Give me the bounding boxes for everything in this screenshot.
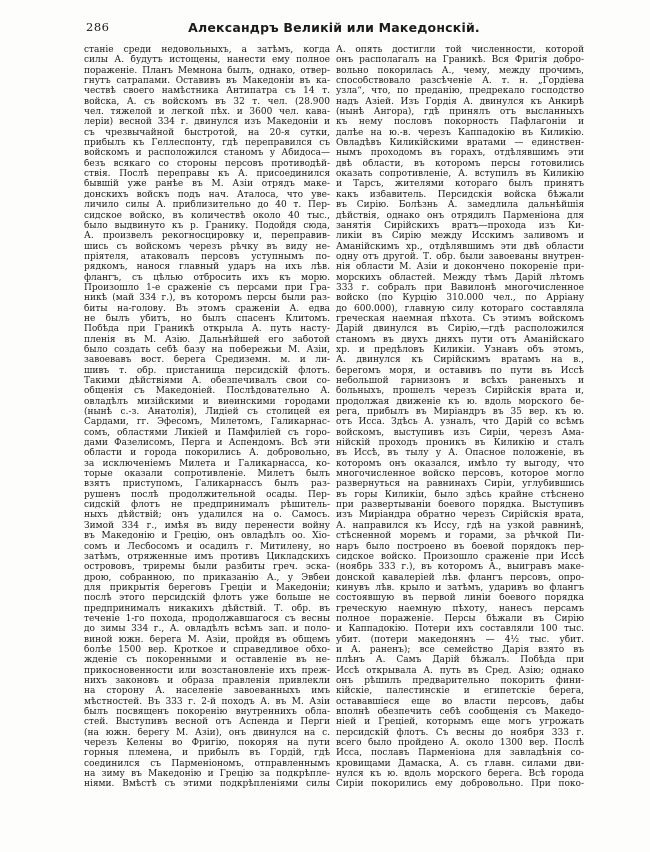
- text-line: пораженіе. Планъ Мемнона былъ, однако, отвер-: [84, 65, 330, 76]
- text-line: Сиріи покорились ему добровольно. При поко-: [336, 779, 584, 790]
- text-line: и А. раненъ); все семейство Дарія взято въ: [336, 644, 584, 655]
- text-line: способствовало разсѣченіе А. т. н. „Гордіева: [336, 76, 584, 87]
- text-line: двѣ области, въ которомъ персы готовились: [336, 158, 584, 169]
- text-line: горныя племена, и прибылъ въ Гордій, гдѣ: [84, 748, 330, 759]
- text-line: полное пораженіе. Персы бѣжали въ Сирію: [336, 613, 584, 624]
- text-line: убит. (потери македонянъ — 4½ тыс. убит.: [336, 634, 584, 645]
- text-line: соединился съ Парменіономъ, отправленнымъ: [84, 758, 330, 769]
- text-line: морскихъ областей. Между тѣмъ Дарій лѣтомъ: [336, 272, 584, 283]
- text-line: оказать сопротивленіе, А. вступилъ въ Киликію: [336, 169, 584, 180]
- text-line: одну отъ другой. Т. обр. были завоеваны внутрен-: [336, 251, 584, 262]
- text-line: Побѣда при Граникѣ открыла А. путь насту-: [84, 324, 330, 335]
- text-line: небольшой гарнизонъ и всѣхъ раненыхъ и: [336, 376, 584, 386]
- text-line: въ Иссѣ, въ тылу у А. Опасное положеніе, въ: [336, 448, 584, 459]
- text-line: никѣ (май 334 г.), въ которомъ персы были раз-: [84, 293, 330, 304]
- text-line: кійскіе, палестинскіе и египетскіе берега,: [336, 686, 584, 697]
- text-line: станомъ въ двухъ дняхъ пути отъ Аманійскаго: [336, 334, 584, 345]
- text-line: личило силы А. приблизительно до 40 т. Пер-: [84, 200, 330, 211]
- text-line: шивъ т. обр. пристанища персидскій флотъ.: [84, 365, 330, 376]
- text-line: Исса, пославъ Парменіона для завладѣнія со-: [336, 748, 584, 759]
- text-line: было выдвинуто къ р. Гранику. Подойдя сюда,: [84, 220, 330, 231]
- text-line: съ чрезвычайной быстротой, на 20-я сутки,: [84, 127, 330, 138]
- text-line: онъ располагалъ на Граникѣ. Вся Фригія добро-: [336, 55, 584, 66]
- text-line: ныхъ дѣйствій; онъ удалился на о. Самосъ.: [84, 510, 330, 521]
- text-line: Аманійскимъ хр., отдѣлявшимъ эти двѣ области: [336, 241, 584, 252]
- text-line: было создать себѣ базу на побережьи М. Азіи,: [84, 344, 330, 355]
- text-line: не былъ убитъ, но былъ спасенъ Клитомъ.: [84, 313, 330, 324]
- text-line: овладѣлъ мизійскими и виѳинскими городами: [84, 396, 330, 407]
- text-line: войско (по Курцію 310.000 чел., по Арріану: [336, 293, 584, 304]
- text-line: былъ посвященъ покоренію внутреннихъ обла-: [84, 707, 330, 717]
- text-line: многочисленное войско персовъ, которое могло: [336, 469, 584, 480]
- text-line: кровищами Дамаска, А. съ главн. силами дви-: [336, 758, 584, 769]
- text-line: биты на-голову. Въ этомъ сраженіи А. едва: [84, 303, 330, 314]
- text-line: А. опять достигли той численности, которой: [336, 45, 584, 55]
- text-line: области и города покорились А. добровольно,: [84, 448, 330, 459]
- text-line: шись съ войскомъ черезъ рѣчку въ виду не-: [84, 241, 330, 252]
- text-line: болѣе 1500 вер. Кроткое и справедливое обхо-: [84, 644, 330, 655]
- text-line: дами Фазелисомъ, Перга и Аспендомъ. Всѣ эти: [84, 438, 330, 449]
- text-line: (нынѣ Ангора), гдѣ принялъ отъ высланныхъ: [336, 107, 584, 118]
- text-line: плѣнъ А. Самъ Дарій бѣжалъ. Побѣда при: [336, 655, 584, 666]
- text-line: вполнѣ обезпечить себѣ сообщенія съ Македо-: [336, 707, 584, 717]
- page-title: Александръ Великій или Македонскій.: [188, 20, 480, 35]
- text-line: войскомъ и расположился станомъ у Абидоса—: [84, 148, 330, 159]
- text-line: Такими дѣйствіями А. обезпечивалъ свои со-: [84, 376, 330, 386]
- text-line: прикосновенности или возстановленіе ихъ преж-: [84, 665, 330, 676]
- text-line: сидское войско, въ количествѣ около 40 тыс.,: [84, 210, 330, 221]
- text-line: ликіи въ Сирію между Исскимъ заливомъ и: [336, 231, 584, 242]
- text-line: завоевавъ вост. берега Средиземн. м. и ли-: [84, 355, 330, 366]
- text-line: ніей и Греціей, которымъ еще могъ угрожать: [336, 717, 584, 728]
- text-line: торые оказали сопротивленіе. Милетъ былъ: [84, 469, 330, 480]
- text-line: прибылъ къ Геллеспонту, гдѣ переправился съ: [84, 138, 330, 149]
- text-line: хр. и предѣловъ Киликіи. Узнавъ объ этомъ,: [336, 344, 584, 355]
- text-line: теченіе 1-го похода, продолжавшагося съ весны: [84, 613, 330, 624]
- text-line: войска, А. съ войскомъ въ 32 т. чел. (28.900: [84, 96, 330, 107]
- text-line: ніями. Вмѣстѣ съ этими подкрѣпленіями силы: [84, 779, 330, 790]
- text-line: (на южн. берегу М. Азіи), онъ двинулся на с.: [84, 727, 330, 738]
- text-line: чел. тяжелой и легкой пѣх. и 3600 чел. кава-: [84, 107, 330, 118]
- text-line: сомъ и Лесбосомъ и осадилъ г. Митилену, но: [84, 541, 330, 552]
- text-line: нійскій проходъ проникъ въ Киликію и сталъ: [336, 438, 584, 449]
- text-line: развернуться на равнинахъ Сиріи, углубившись: [336, 479, 584, 490]
- text-line: рядкомъ, нанося главный ударъ на ихъ лѣв.: [84, 262, 330, 273]
- text-line: сидское войско. Произошло сраженіе при Иссѣ: [336, 551, 584, 562]
- text-line: состоявшую въ первой линіи боевого порядка: [336, 593, 584, 604]
- text-line: которомъ онъ оказался, имѣло ту выгоду, что: [336, 458, 584, 469]
- text-line: въ Македонію и Грецію, онъ овладѣлъ оо. Хіо-: [84, 531, 330, 542]
- text-line: рушенъ послѣ продолжительной осады. Пер-: [84, 489, 330, 500]
- text-line: сидскій флотъ не предпринималъ рѣшитель-: [84, 500, 330, 511]
- text-line: продолжая движеніе къ ю. вдоль морского бе-: [336, 396, 584, 407]
- text-line: кинувъ лѣв. крыло и затѣмъ, ударивъ во флангъ: [336, 582, 584, 593]
- text-line: виной южн. берега М. Азіи, пройдя въ общемъ: [84, 634, 330, 645]
- text-line: А. направился къ Иссу, гдѣ на узкой равнинѣ,: [336, 520, 584, 531]
- text-line: надъ Азіей. Изъ Гордія А. двинулся къ Анкирѣ: [336, 96, 584, 107]
- text-line: безъ всякаго со стороны персовъ противодѣй-: [84, 158, 330, 169]
- text-line: флангъ, съ цѣлью отбросить ихъ къ морю.: [84, 272, 330, 283]
- text-line: нихъ законовъ и образа правленія привлекли: [84, 675, 330, 686]
- text-line: пріятеля, атаковалъ персовъ уступнымъ по-: [84, 251, 330, 262]
- text-line: А. двинулся къ Сирійскимъ вратамъ на в.,: [336, 355, 584, 366]
- text-line: берегомъ моря, и оставивъ по пути въ Иссѣ: [336, 365, 584, 376]
- text-line: бывшій уже ранѣе въ М. Азіи отрядъ маке-: [84, 179, 330, 190]
- text-line: персидскій флотъ. Съ весны до ноября 333 г.: [336, 727, 584, 738]
- text-column-right: [336, 45, 584, 790]
- text-line: при развертываніи боевого порядка. Выступивъ: [336, 500, 584, 511]
- text-line: и Тарсъ, жителями котораго былъ принятъ: [336, 179, 584, 190]
- text-line: Дарій двинулся въ Сирію,—гдѣ расположился: [336, 324, 584, 335]
- text-line: въ Сирію. Болѣзнь А. замедлила дальнѣйшія: [336, 200, 584, 211]
- text-line: ствія. Послѣ переправы къ А. присоединился: [84, 169, 330, 180]
- text-line: Зимой 334 г., имѣя въ виду перенести войну: [84, 520, 330, 531]
- text-line: предпринималъ никакихъ дѣйствій. Т. обр. въ: [84, 603, 330, 614]
- text-line: станіе среди недовольныхъ, а затѣмъ, когда: [84, 45, 330, 55]
- text-body: [84, 45, 584, 790]
- text-line: А. произвелъ рекогносцировку и, переправив-: [84, 231, 330, 242]
- text-column-left: [84, 45, 330, 790]
- page-number: 286: [86, 20, 110, 34]
- text-line: далѣе на ю.-в. черезъ Каппадокію въ Киликію.: [336, 127, 584, 138]
- text-line: дрою, собранною, по приказанію А., у Эвбеи: [84, 572, 330, 583]
- text-line: мѣстностей. Въ 333 г. 2-й походъ А. въ М. Азіи: [84, 696, 330, 707]
- text-line: занятія Сирійскихъ вратъ—прохода изъ Ки-: [336, 220, 584, 231]
- text-line: донскихъ войскъ подъ нач. Аталоса, что уве-: [84, 189, 330, 200]
- text-line: какъ избавитель. Персидскія войска бѣжали: [336, 189, 584, 200]
- text-line: жденіе съ покоренными и оставленіе въ не-: [84, 655, 330, 666]
- text-line: всего было пройдено А. около 1300 вер. Послѣ: [336, 738, 584, 749]
- text-line: чествѣ своего намѣстника Антипатра съ 14 т.: [84, 86, 330, 97]
- text-line: взятъ приступомъ, Галикарнассъ былъ раз-: [84, 479, 330, 490]
- text-line: вольно покорилась А., чему, между прочимъ,: [336, 65, 584, 76]
- text-line: черезъ Келены во Фригію, покоряя на пути: [84, 738, 330, 749]
- text-line: остававшіеся еще во власти персовъ, дабы: [336, 696, 584, 707]
- text-line: острововъ, триремы были разбиты греч. эска-: [84, 562, 330, 573]
- text-line: на зиму въ Македонію и Грецію за подкрѣпле-: [84, 769, 330, 780]
- text-line: гнутъ сатрапами. Оставивъ въ Македоніи въ ка-: [84, 76, 330, 87]
- text-line: больныхъ, прошелъ черезъ Сирійскія врата и,: [336, 386, 584, 397]
- text-line: до 600.000), главную силу котораго составляла: [336, 303, 584, 314]
- text-line: донской кавалеріей лѣв. флангъ персовъ, опро-: [336, 572, 584, 583]
- text-line: войскомъ, выступивъ изъ Сиріи, черезъ Ама-: [336, 427, 584, 438]
- page-header: [84, 20, 584, 36]
- text-line: нулся къ ю. вдоль морского берега. Всѣ города: [336, 769, 584, 780]
- text-line: стѣсненной моремъ и горами, за рѣчкой Пи-: [336, 531, 584, 542]
- text-line: нымъ проходомъ въ горахъ, отдѣлявшимъ эти: [336, 148, 584, 159]
- text-line: Сардами, гг. Эфесомъ, Милетомъ, Галикарнас-: [84, 417, 330, 428]
- text-line: 333 г. собралъ при Вавилонѣ многочисленное: [336, 282, 584, 293]
- text-line: дѣйствія, однако онъ отрядилъ Парменіона для: [336, 210, 584, 221]
- text-line: на сторону А. населеніе завоеванныхъ имъ: [84, 686, 330, 697]
- text-line: узла“, что, по преданію, предрекало господство: [336, 86, 584, 97]
- text-line: затѣмъ, отряженные имъ противъ Цикладскихъ: [84, 551, 330, 562]
- text-line: греческую наемную пѣхоту, нанесъ персамъ: [336, 603, 584, 614]
- text-line: отъ Исса. Здѣсь А. узналъ, что Дарій со всѣмъ: [336, 417, 584, 428]
- text-line: Произошло 1-е сраженіе съ персами при Гра-: [84, 282, 330, 293]
- text-line: силы А. будутъ истощены, нанести ему полное: [84, 55, 330, 66]
- text-line: пленія въ М. Азію. Дальнѣйшей его заботой: [84, 334, 330, 345]
- text-line: послѣ этого персидскій флотъ уже больше не: [84, 593, 330, 604]
- text-line: онъ рѣшилъ предварительно покорить фини-: [336, 675, 584, 686]
- text-line: до зимы 334 г., А. овладѣлъ всѣмъ зап. и поло-: [84, 624, 330, 635]
- text-line: за исключеніемъ Милета и Галикарнасса, ко-: [84, 458, 330, 469]
- text-line: наръ было построено въ боевой порядокъ пер-: [336, 541, 584, 552]
- text-line: нія области М. Азіи и докончено покореніе при-: [336, 262, 584, 273]
- text-line: леріи) весной 334 г. двинулся изъ Македоніи и: [84, 117, 330, 128]
- text-line: и Каппадокію. Потери ихъ составляли 100 тыс.: [336, 624, 584, 635]
- text-line: Овладѣвъ Киликійскими вратами — единствен-: [336, 138, 584, 149]
- text-line: (ноябрь 333 г.), въ которомъ А., выигравъ маке-: [336, 562, 584, 573]
- text-line: стей. Выступивъ весной отъ Аспенда и Перги: [84, 717, 330, 728]
- text-line: (нынѣ с.-з. Анатолія), Лидіей съ столицей ея: [84, 407, 330, 418]
- text-line: общенія съ Македоніей. Послѣдовательно А.: [84, 386, 330, 397]
- text-line: Иссѣ открывала А. путь въ Сред. Азію; однако: [336, 665, 584, 676]
- text-line: къ нему пословъ покорность Пафлагоніи и: [336, 117, 584, 128]
- text-line: въ горы Киликіи, было здѣсь крайне стѣснено: [336, 489, 584, 500]
- text-line: изъ Миріандра обратно черезъ Сирійскія врата,: [336, 510, 584, 521]
- text-line: греческая наемная пѣхота. Съ этимъ войскомъ: [336, 313, 584, 324]
- text-line: рега, прибылъ въ Миріандръ въ 35 вер. къ ю.: [336, 407, 584, 418]
- text-line: для прикрытія береговъ Греціи и Македоніи;: [84, 582, 330, 593]
- text-line: сомъ, областями Ликіей и Памфиліей съ горо-: [84, 427, 330, 438]
